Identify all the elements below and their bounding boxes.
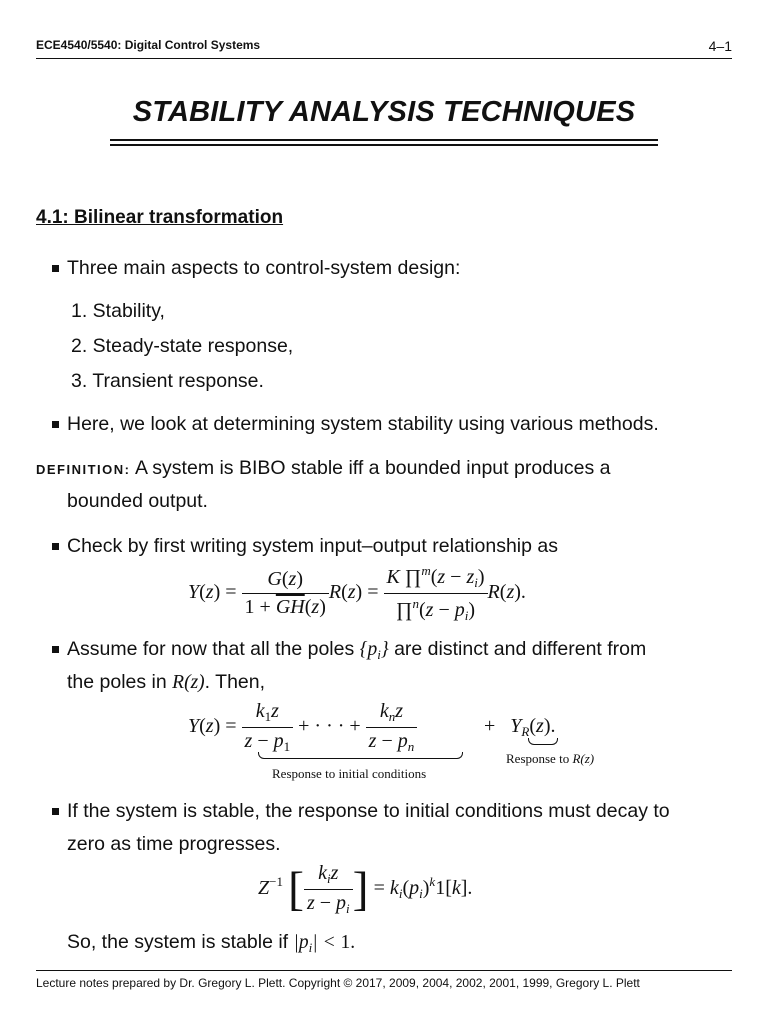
page-title: STABILITY ANALYSIS TECHNIQUES: [132, 96, 636, 128]
equation-yr-term: + $Y_R(z)$.: [484, 715, 556, 739]
list-item: 1. Stability,: [71, 300, 165, 322]
bullet-text-decay-cont: zero as time progresses.: [67, 833, 281, 855]
header-rule: [36, 58, 732, 59]
bullet-marker: [52, 265, 59, 272]
bullet-marker: [52, 543, 59, 550]
list-item: 3. Transient response.: [71, 370, 264, 392]
bullet-text-methods: Here, we look at determining system stability using various methods.: [67, 413, 659, 435]
bullet-text-io: Check by first writing system input–output relationship as: [67, 535, 558, 557]
bullet-marker: [52, 808, 59, 815]
bullet-text-poles-cont: the poles in R(z). Then,: [67, 671, 266, 693]
footer-copyright: Lecture notes prepared by Dr. Gregory L. Plett. Copyright © 2017, 2009, 2004, 2002, 2001, 1999, Gregory L. Plett: [36, 976, 640, 990]
course-header: ECE4540/5540: Digital Control Systems: [36, 38, 261, 52]
brace-label-r: Response to R(z): [506, 751, 595, 766]
equation-inverse-z: $Z^{-1}$ [ $\frac{k_iz}{z - p_i}$ ] = $k_i(p_i)^k1[k]$.: [258, 862, 473, 916]
page-number: 4–1: [708, 38, 732, 54]
equation-partial-fraction: Y(z) = $\frac{k_1z}{z - p_1}$ + · · · + $\frac{k_nz}{z - p_n}$: [188, 700, 417, 755]
title-double-rule: [110, 139, 658, 146]
underbrace-r: [528, 738, 558, 745]
footer-rule: [36, 970, 732, 971]
definition-text-cont: bounded output.: [67, 490, 208, 512]
list-item: 2. Steady-state response,: [71, 335, 294, 357]
stability-condition: So, the system is stable if $|p_i| < 1$.: [67, 931, 356, 955]
bullet-text-decay: If the system is stable, the response to initial conditions must decay to: [67, 800, 670, 822]
definition-text: A system is BIBO stable iff a bounded input produces a: [134, 457, 611, 479]
underbrace-initial: [258, 752, 463, 759]
bullet-text-poles: Assume for now that all the poles $\{p_i\}$ are distinct and different from: [67, 638, 647, 662]
definition-label: DEFINITION:: [36, 462, 131, 477]
section-heading: 4.1: Bilinear transformation: [36, 207, 284, 228]
brace-label-initial: Response to initial conditions: [272, 766, 427, 781]
definition-block: [36, 457, 610, 479]
equation-transfer-function: Y(z) = $\frac{G(z)}{1 + \overline{GH}(z)}$ R(z) = $\frac{K \prod^m(z - z_i)}{\prod^n(z - p_i)}$ R(z).: [188, 563, 526, 623]
bullet-marker: [52, 646, 59, 653]
bullet-text-aspects: Three main aspects to control-system design:: [67, 257, 461, 279]
bullet-marker: [52, 421, 59, 428]
